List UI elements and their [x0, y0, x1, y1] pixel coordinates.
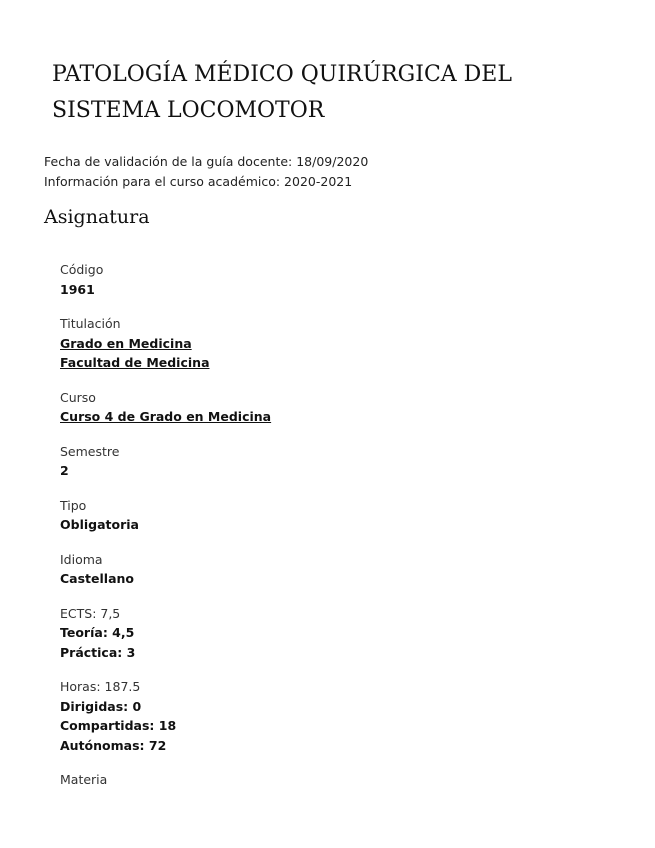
materia-label: Materia: [60, 772, 108, 787]
ects-practica-value: Práctica: 3: [60, 644, 136, 660]
semestre-label: Semestre: [60, 443, 120, 459]
field-semestre: [60, 442, 271, 481]
titulacion-label: Titulación: [60, 316, 121, 331]
field-tipo: [60, 496, 271, 535]
tipo-label: Tipo: [60, 497, 87, 513]
faculty-link[interactable]: Facultad de Medicina: [60, 355, 210, 370]
guide-meta: [44, 152, 368, 192]
field-horas: [60, 677, 271, 755]
academic-year-text: Información para el curso académico: 2020-2021: [44, 174, 353, 189]
field-curso: [60, 388, 271, 427]
page-title: PATOLOGÍA MÉDICO QUIRÚRGICA DEL SISTEMA LOCOMOTOR: [52, 62, 512, 123]
tipo-value: Obligatoria: [60, 517, 139, 532]
curso-label: Curso: [60, 389, 96, 405]
field-materia: [60, 770, 271, 790]
course-link[interactable]: Curso 4 de Grado en Medicina: [60, 409, 272, 424]
codigo-value: 1961: [60, 281, 95, 297]
idioma-label: Idioma: [60, 551, 103, 567]
field-titulacion: [60, 314, 271, 373]
section-heading-asignatura: Asignatura: [44, 206, 150, 228]
horas-compartidas-value: Compartidas: 18: [60, 718, 177, 733]
field-ects: [60, 604, 271, 663]
horas-dirigidas-value: Dirigidas: 0: [60, 698, 142, 714]
degree-link[interactable]: Grado en Medicina: [60, 335, 192, 351]
horas-autonomas-value: Autónomas: 72: [60, 737, 167, 753]
ects-teoria-value: Teoría: 4,5: [60, 625, 135, 640]
subject-fields: [60, 260, 271, 805]
field-codigo: [60, 260, 271, 299]
ects-label: ECTS: 7,5: [60, 605, 121, 621]
validation-date-text: Fecha de validación de la guía docente: 18/09/2020: [44, 154, 369, 169]
field-idioma: [60, 550, 271, 589]
semestre-value: 2: [60, 463, 69, 478]
codigo-label: Código: [60, 262, 104, 277]
idioma-value: Castellano: [60, 571, 134, 586]
horas-label: Horas: 187.5: [60, 679, 141, 694]
